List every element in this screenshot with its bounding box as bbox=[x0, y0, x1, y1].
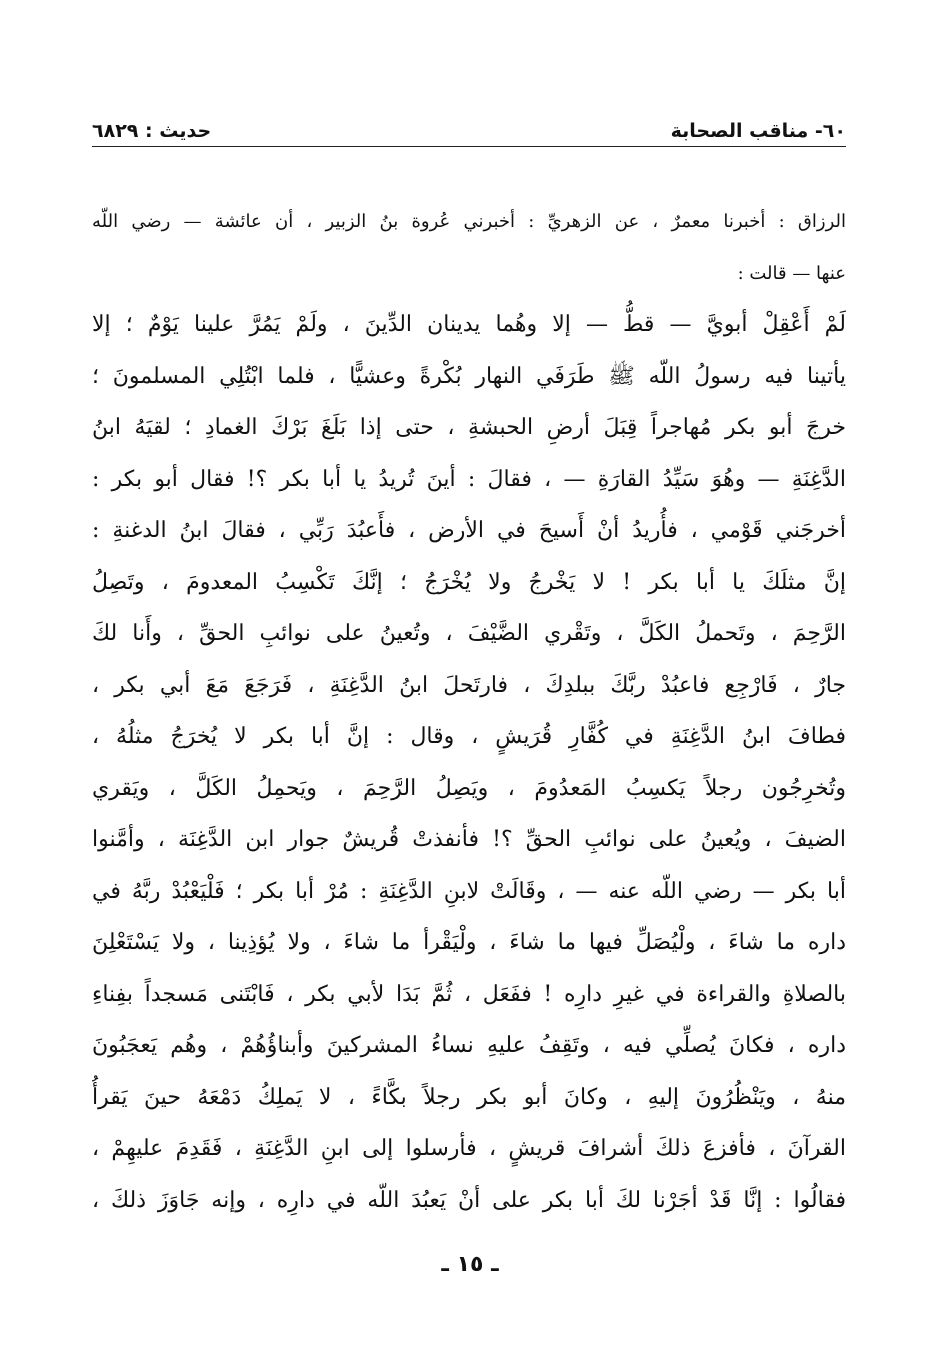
text-line: أبا بكر — رضي اللّه عنه — ، وقَالَتْ لابنِ الدَّغِنَةِ : مُرْ أبا بكر ؛ فَلْيَعْبُدْ ربَّهُ في bbox=[92, 878, 846, 904]
text-line: لَمْ أَعْقِلْ أبويَّ — قطُّ — إلا وهُما يدينان الدِّينَ ، ولَمْ يَمُرَّ علينا يَوْمٌ ؛ إلا bbox=[92, 312, 846, 337]
text-line: خرجَ أبو بكر مُهاجراً قِبَلَ أرضِ الحبشةِ ، حتى إذا بَلَغَ بَرْكَ الغمادِ ؛ لقيَهُ ابنُ bbox=[92, 415, 846, 440]
text-line: وتُخرِجُون رجلاً يَكسِبُ المَعدُومَ ، ويَصِلُ الرَّحِمَ ، ويَحمِلُ الكَلَّ ، ويَقري bbox=[92, 775, 846, 801]
text-line: القرآنَ ، فأفزعَ ذلكَ أشرافَ قريشٍ ، فأرسلوا إلى ابنِ الدَّغِنَةِ ، فَقَدِمَ عليهِمْ ، bbox=[92, 1136, 846, 1161]
text-line: فطافَ ابنُ الدَّغِنَةِ في كُفَّارِ قُرَيشٍ ، وقال : إنَّ أبا بكر لا يُخرَجُ مثلُهُ ، bbox=[92, 724, 846, 749]
header-rule bbox=[92, 146, 846, 147]
text-line: بالصلاةِ والقراءة في غيرِ دارِه ! ففَعَل ، ثُمَّ بَدَا لأبي بكر ، فَابْتَنى مَسجداً بفِناءِ bbox=[92, 981, 846, 1007]
chapter-title: ٦٠- مناقب الصحابة bbox=[670, 120, 846, 142]
text-line: عنها — قالت : bbox=[737, 262, 846, 284]
text-line: جارٌ ، فَارْجِع فاعبُدْ ربَّكَ ببلدِكَ ، فارتَحلَ ابنُ الدَّغِنَةِ ، فَرَجَعَ مَعَ أبي بكر ، bbox=[92, 672, 846, 698]
text-line: منهُ ، ويَنْظُرُونَ إليهِ ، وكانَ أبو بكر رجلاً بكَّاءً ، لا يَملِكُ دَمْعَهُ حينَ يَقرأُ bbox=[92, 1084, 846, 1110]
text-line: الرزاق : أخبرنا معمرٌ ، عن الزهريِّ : أخبرني عُروة بنُ الزبير ، أن عائشة — رضي اللّه bbox=[92, 211, 846, 232]
body-text bbox=[92, 196, 846, 1226]
text-line: يأتينا فيه رسولُ اللّه ﷺ طَرَفَي النهار بُكْرةً وعشيًّا ، فلما ابْتُلِي المسلمونَ ؛ bbox=[92, 363, 846, 389]
text-line: داره ، فكانَ يُصلِّي فيه ، وتَقِفُ عليهِ نساءُ المشركينَ وأبناؤُهُمْ ، وهُم يَعجَبُونَ bbox=[92, 1033, 846, 1058]
running-header bbox=[92, 108, 846, 142]
page-number: ـ ١٥ ـ bbox=[441, 1252, 499, 1277]
text-line: الضيفَ ، ويُعينُ على نوائبِ الحقِّ ؟! فأنفذتْ قُريشٌ جوار ابن الدَّغِنَة ، وأمَّنوا bbox=[92, 827, 846, 852]
text-line: الرَّحِمَ ، وتَحملُ الكَلَّ ، وتَقْري الضَّيْفَ ، وتُعينُ على نوائبِ الحقِّ ، وأَنا لكَ bbox=[92, 621, 846, 646]
text-line: الدَّغِنَةِ — وهُوَ سَيِّدُ القارَةِ — ، فقالَ : أينَ تُريدُ يا أبا بكر ؟! فقال أبو بكر : bbox=[92, 466, 846, 492]
text-line: داره ما شاءَ ، ولْيُصَلِّ فيها ما شاءَ ، ولْيَقْرأ ما شاءَ ، ولا يُؤذِينا ، ولا يَسْتَعْلِنَ bbox=[92, 930, 846, 955]
text-line: فقالُوا : إنَّا قَدْ أجَرْنا لكَ أبا بكر على أنْ يَعبُدَ اللّه في دارِه ، وإنه جَاوَزَ ذلكَ ، bbox=[92, 1187, 846, 1213]
text-line: أخرجَني قَوْمي ، فأُريدُ أنْ أَسيحَ في الأرض ، فأَعبُدَ رَبِّي ، فقالَ ابنُ الدغنةِ : bbox=[92, 518, 846, 543]
hadith-number: حديث : ٦٨٢٩ bbox=[92, 120, 212, 142]
text-line: إنَّ مثلَكَ يا أبا بكر ! لا يَخْرجُ ولا يُخْرَجُ ؛ إنَّكَ تَكْسِبُ المعدومَ ، وتَصِلُ bbox=[92, 569, 846, 595]
